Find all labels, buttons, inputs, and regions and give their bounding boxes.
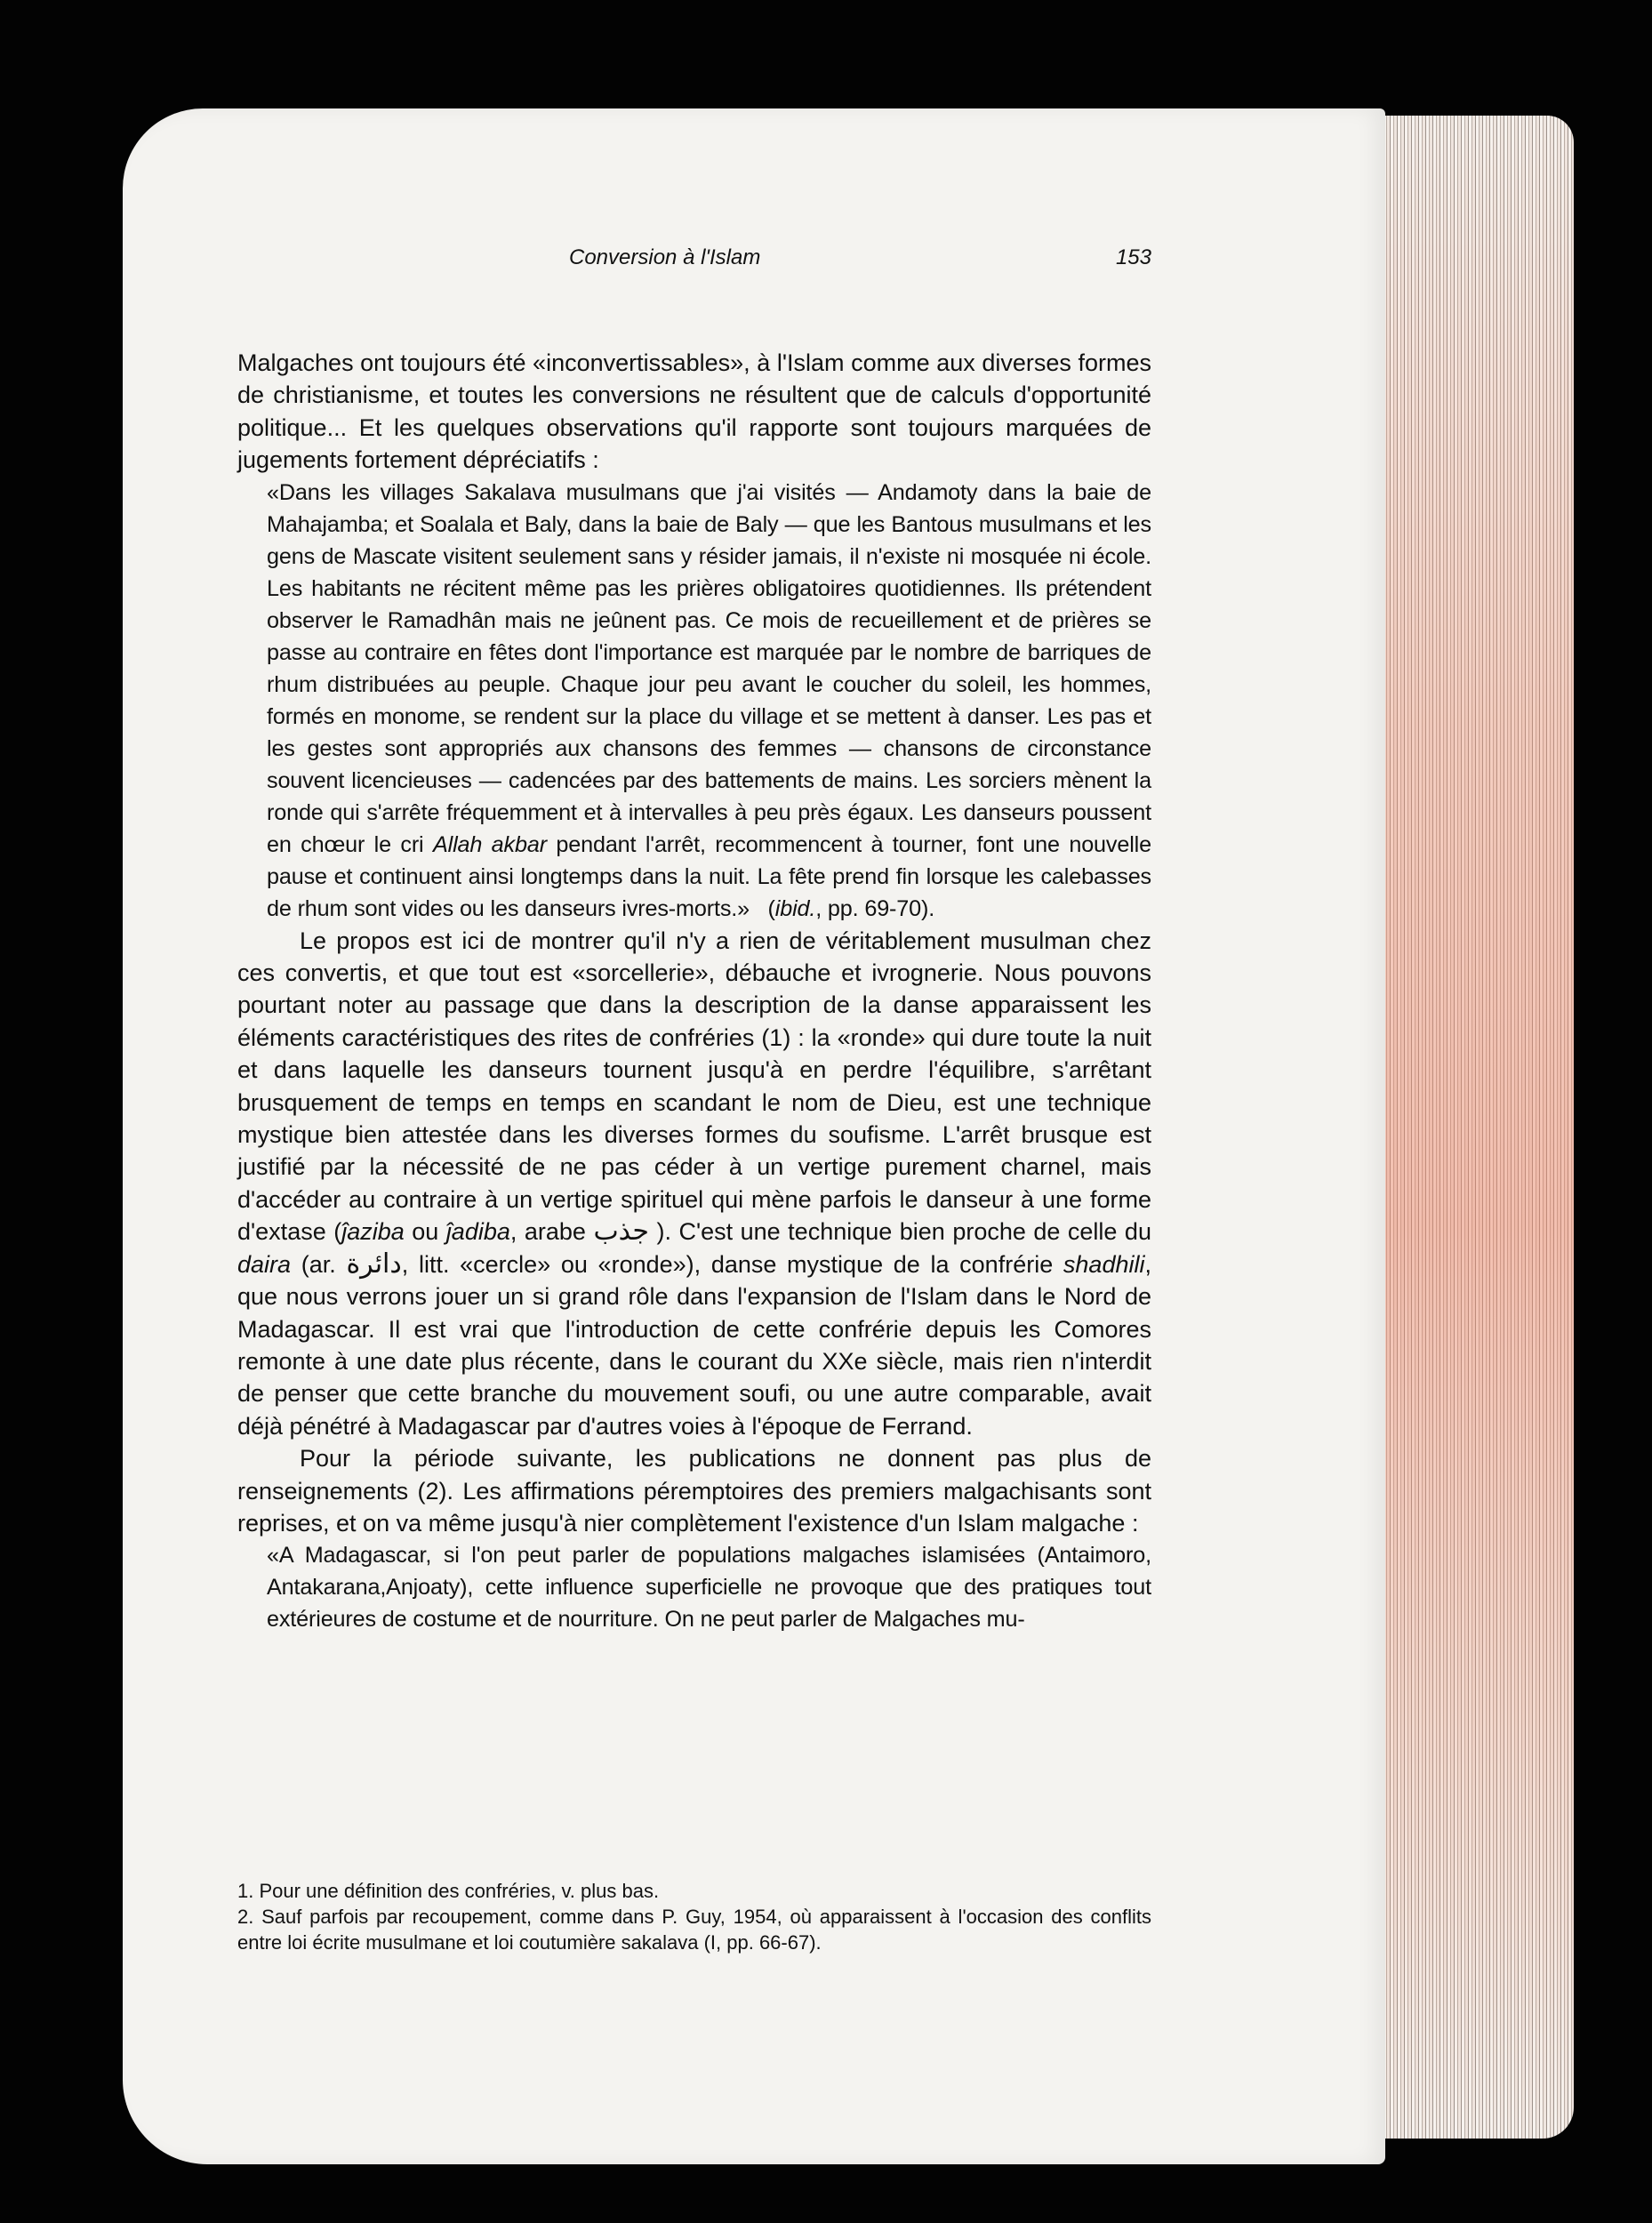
- paragraph-2-part-c: , litt. «cercle» ou «ronde»), danse mystique de la confrérie: [401, 1250, 1054, 1278]
- paragraph-1: Malgaches ont toujours été «inconvertissables», à l'Islam comme aux diverses formes de christianisme, et toutes les conversions ne résultent que de calculs d'opportunité politique... Et les quelques observations qu'il rapporte sont toujours marquées de jugements fortement dépréciatifs :: [237, 349, 1151, 474]
- word-ar: (ar.: [301, 1250, 336, 1278]
- paragraph-2-part-a: Le propos est ici de montrer qu'il n'y a rien de véritablement musulman chez ces convertis, et que tout est «sorcellerie», débauche et ivrognerie. Nous pouvons pourtant noter au passage que dans la description de la danse apparaissent les éléments caractéristiques des rites de confréries (1) : la «ronde» qui dure toute la nuit et dans laquelle les danseurs tournent jusqu'à en perdre l'équilibre, s'arrêtant brusquement de temps en temps en scandant le nom de Dieu, est une technique mystique bien attestée dans les diverses formes du soufisme. L'arrêt brusque est justifié par la nécessité de ne pas céder à un vertige purement charnel, mais d'accéder au contraire à un vertige spirituel qui mène parfois le danseur à une forme d'extase (: [237, 927, 1151, 1246]
- word-ou: ou: [412, 1218, 439, 1246]
- footnotes: [237, 1878, 1151, 1955]
- word-arabe: , arabe: [509, 1218, 586, 1246]
- footnote-1: 1. Pour une définition des confréries, v. plus bas.: [237, 1880, 660, 1902]
- paragraph-3: Pour la période suivante, les publications ne donnent pas plus de renseignements (2). Les affirmations péremptoires des premiers malgachisants sont reprises, et on va même jusqu'à nier complètement l'existence d'un Islam malgache :: [237, 1445, 1151, 1537]
- quote-1-part-a: «Dans les villages Sakalava musulmans que j'ai visités — Andamoty dans la baie de Mahajamba; et Soalala et Baly, dans la baie de Baly — que les Bantous musulmans et les gens de Mascate visitent seulement sans y résider jamais, il n'existe ni mosquée ni école. Les habitants ne récitent même pas les prières obligatoires quotidiennes. Ils prétendent observer le Ramadhân mais ne jeûnent pas. Ce mois de recueillement et de prières se passe au contraire en fêtes dont l'importance est marquée par le nombre de barriques de rhum distribuées au peuple. Chaque jour peu avant le coucher du soleil, les hommes, formés en monome, se rendent sur la place du village et se mettent à danser. Les pas et les gestes sont appropriés aux chansons des femmes — chansons de circonstance souvent licencieuses — cadencées par des battements de mains. Les sorciers mènent la ronde qui s'arrête fréquemment et à intervalles à peu près égaux. Les danseurs poussent en chœur le cri: [267, 479, 1151, 857]
- quote-1-ibid: ibid.: [774, 895, 816, 921]
- running-header: [237, 245, 1151, 281]
- block-quote-2: «A Madagascar, si l'on peut parler de populations malgaches islamisées (Antaimoro, Antakarana,Anjoaty), cette influence superficielle ne provoque que des pratiques tout extérieures de costume et de nourriture. On ne peut parler de Malgaches mu-: [267, 1543, 1151, 1633]
- book-page-edges: [1376, 116, 1574, 2139]
- running-title: Conversion à l'Islam: [569, 245, 761, 269]
- arabic-jadhb: جذب: [593, 1216, 649, 1248]
- quote-1-part-b: pendant l'arrêt, recommencent à tourner, font une nouvelle pause et continuent ainsi longtemps dans la nuit. La fête prend fin lorsque les calebasses de rhum sont vides ou les danseurs ivres-morts.»: [267, 831, 1151, 921]
- term-jadiba: ĵadiba: [445, 1218, 510, 1246]
- term-shadhili: shadhili: [1063, 1250, 1145, 1278]
- arabic-daira: دائرة: [346, 1248, 402, 1280]
- main-text: [237, 347, 1151, 1635]
- block-quote-1: [267, 477, 1151, 925]
- paragraph-2-part-b: ). C'est une technique bien proche de celle du: [656, 1218, 1151, 1246]
- paragraph-2: [237, 925, 1151, 1443]
- quote-1-ref-open: (: [767, 895, 775, 921]
- term-jaziba: ĵaziba: [341, 1218, 405, 1246]
- paragraph-2-part-d: , que nous verrons jouer un si grand rôle dans l'expansion de l'Islam dans le Nord de Madagascar. Il est vrai que l'introduction de cette confrérie depuis les Comores remonte à une date plus récente, dans le courant du XXe siècle, mais rien n'interdit de penser que cette branche du mouvement soufi, ou une autre comparable, avait déjà pénétré à Madagascar par d'autres voies à l'époque de Ferrand.: [237, 1250, 1151, 1440]
- footnote-2: 2. Sauf parfois par recoupement, comme dans P. Guy, 1954, où apparaissent à l'occasion des conflits entre loi écrite musulmane et loi coutumière sakalava (I, pp. 66-67).: [237, 1906, 1151, 1954]
- term-daira: daira: [237, 1250, 292, 1278]
- quote-1-ref-close: , pp. 69-70).: [815, 895, 935, 921]
- page-number: 153: [1115, 245, 1151, 269]
- quote-1-allah-akbar: Allah akbar: [432, 831, 547, 857]
